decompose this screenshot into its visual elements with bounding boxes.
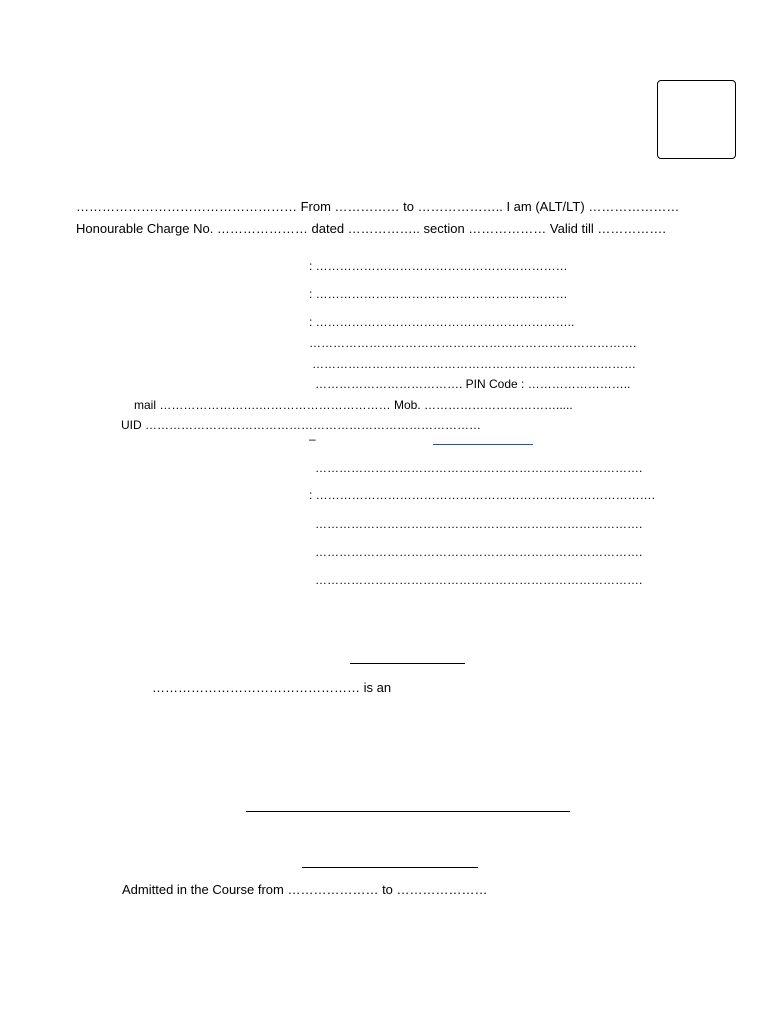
certificate-line: ………………………………………… is an (152, 680, 392, 695)
dash-mark: – (309, 432, 316, 446)
uid-line[interactable]: UID ………………………………………………………………………… (121, 418, 481, 432)
section-underline (302, 867, 478, 868)
photo-box (657, 80, 736, 159)
signature-line (246, 811, 570, 812)
field-line-4[interactable]: ………………………………………………………………………. (315, 461, 643, 475)
admitted-line: Admitted in the Course from ………………… to ………………… (122, 882, 488, 897)
field-line-2[interactable]: : ……………………………………………………… (309, 287, 568, 301)
header-line-1: …………………………………………… From …………… to ……………….. I am (ALT/LT) ………………… (76, 199, 680, 214)
header-line-2: Honourable Charge No. ………………… dated …………….. section ……………… Valid till ……………. (76, 221, 666, 236)
field-line-5[interactable]: : …………………………………………………………………………. (309, 488, 656, 502)
field-line-7[interactable]: ………………………………………………………………………. (315, 545, 643, 559)
heading-underline (350, 663, 465, 664)
pin-code-line[interactable]: ………………………………. PIN Code : …………………….. (315, 377, 631, 391)
mail-mobile-line[interactable]: mail …………………….…………………………… Mob. ……………………………..... (134, 398, 573, 412)
address-line-1[interactable]: ………………………………………………………………………. (309, 336, 637, 350)
link-underline[interactable] (433, 444, 533, 445)
field-line-1[interactable]: : ……………………………………………………… (309, 259, 568, 273)
address-line-2[interactable]: ……………………………………………………………………… (312, 357, 636, 371)
field-line-3[interactable]: : ……………………………………………………….. (309, 315, 575, 329)
field-line-6[interactable]: ………………………………………………………………………. (315, 517, 643, 531)
field-line-8[interactable]: ………………………………………………………………………. (315, 573, 643, 587)
